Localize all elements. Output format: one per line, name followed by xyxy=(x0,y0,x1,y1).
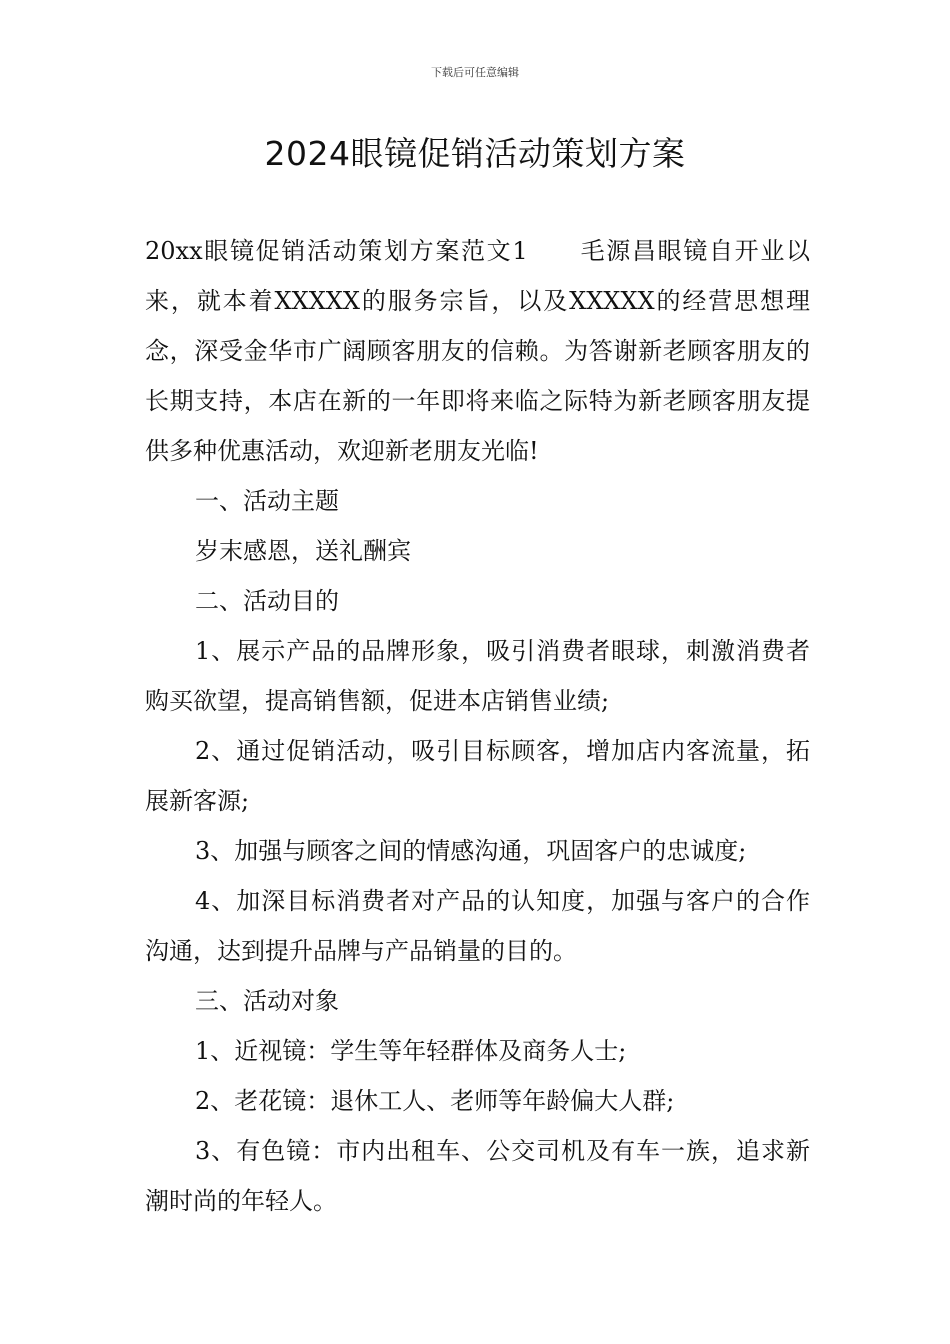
audience-item-1: 1、近视镜：学生等年轻群体及商务人士; xyxy=(195,1037,627,1065)
section-heading-theme: 一、活动主题 xyxy=(195,487,339,515)
page-header-note: 下载后可任意编辑 xyxy=(431,66,519,79)
intro-paragraph: 20xx眼镜促销活动策划方案范文1 毛源昌眼镜自开业以来，就本着XXXXX的服务宗旨，以及XXXXX的经营思想理念，深受金华市广阔顾客朋友的信赖。为答谢新老顾客朋友的长期支持，本店在新的一年即将来临之际特为新老顾客朋友提供多种优惠活动，欢迎新老朋友光临! xyxy=(145,237,810,465)
document-title: 2024眼镜促销活动策划方案 xyxy=(264,134,686,173)
purpose-item-4: 4、加深目标消费者对产品的认知度，加强与客户的合作沟通，达到提升品牌与产品销量的目的。 xyxy=(145,887,810,965)
section-heading-audience: 三、活动对象 xyxy=(195,987,339,1015)
audience-item-3: 3、有色镜：市内出租车、公交司机及有车一族，追求新潮时尚的年轻人。 xyxy=(145,1137,810,1215)
purpose-item-1: 1、展示产品的品牌形象，吸引消费者眼球，刺激消费者购买欲望，提高销售额，促进本店销售业绩; xyxy=(145,637,810,715)
purpose-item-2: 2、通过促销活动，吸引目标顾客，增加店内客流量，拓展新客源; xyxy=(145,737,810,815)
purpose-item-3: 3、加强与顾客之间的情感沟通，巩固客户的忠诚度; xyxy=(195,837,747,865)
audience-item-2: 2、老花镜：退休工人、老师等年龄偏大人群; xyxy=(195,1087,675,1115)
section-heading-purpose: 二、活动目的 xyxy=(195,587,339,615)
document-body xyxy=(145,226,810,1226)
paragraph-theme: 岁末感恩，送礼酬宾 xyxy=(195,537,411,565)
